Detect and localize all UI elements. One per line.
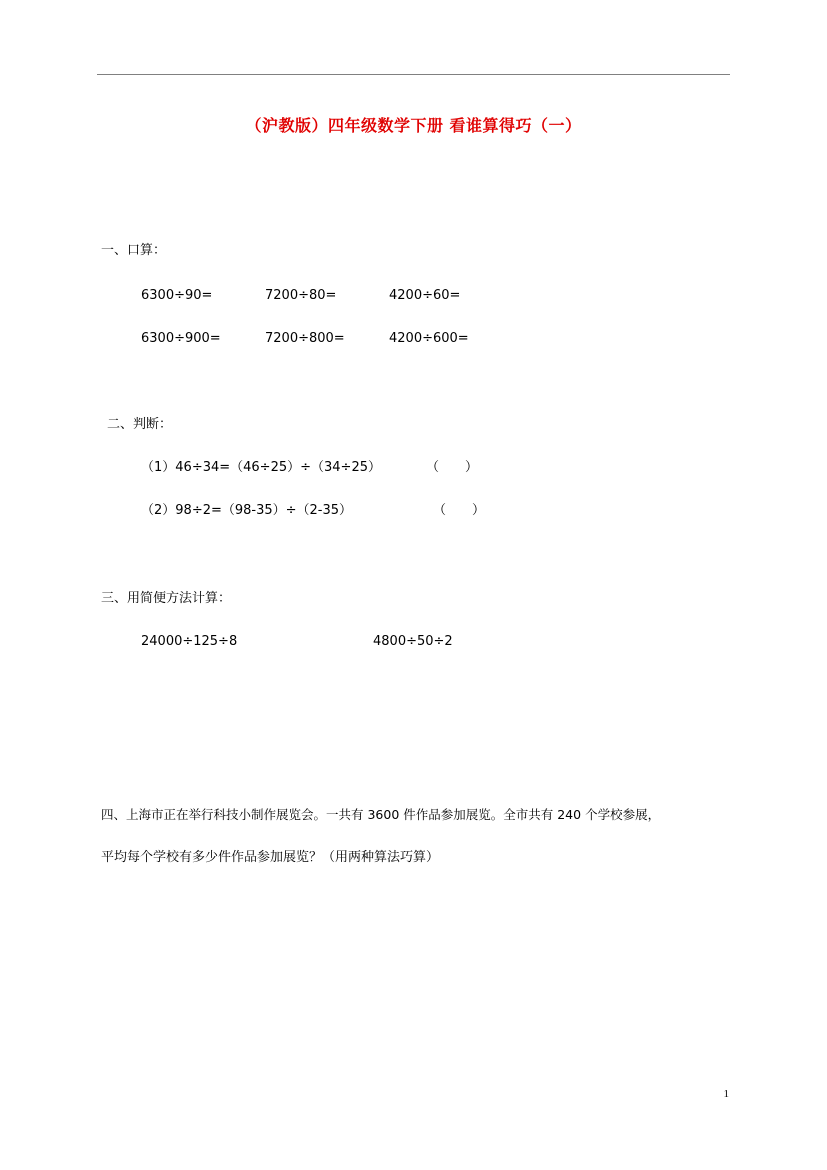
calc-problem-2: 4800÷50÷2 (373, 634, 453, 649)
page-number: 1 (723, 1088, 729, 1100)
page-title: （沪教版）四年级数学下册 看谁算得巧（一） (245, 116, 582, 135)
judgment-item-1: （1）46÷34=（46÷25）÷（34÷25） (141, 460, 381, 475)
oral-problem-1: 6300÷90= (141, 288, 213, 303)
oral-problem-3: 4200÷60= (389, 288, 461, 303)
section3-heading: 三、用简便方法计算： (101, 591, 232, 606)
word-problem-line1: 四、上海市正在举行科技小制作展览会。一共有 3600 件作品参加展览。全市共有 240 个学校参展， (101, 807, 661, 822)
oral-problem-4: 6300÷900= (141, 331, 221, 346)
judgment-answer-1: （ ） (426, 460, 479, 475)
judgment-item-2: （2）98÷2=（98-35）÷（2-35） (141, 503, 353, 518)
section2-heading: 二、判断： (107, 417, 173, 432)
judgment-answer-2: （ ） (433, 503, 486, 518)
calc-problem-1: 24000÷125÷8 (141, 634, 238, 649)
header-rule (97, 74, 730, 75)
oral-problem-2: 7200÷80= (265, 288, 337, 303)
word-problem-line2: 平均每个学校有多少件作品参加展览？（用两种算法巧算） (101, 850, 440, 865)
section1-heading: 一、口算： (101, 243, 167, 258)
oral-problem-6: 4200÷600= (389, 331, 469, 346)
oral-problem-5: 7200÷800= (265, 331, 345, 346)
